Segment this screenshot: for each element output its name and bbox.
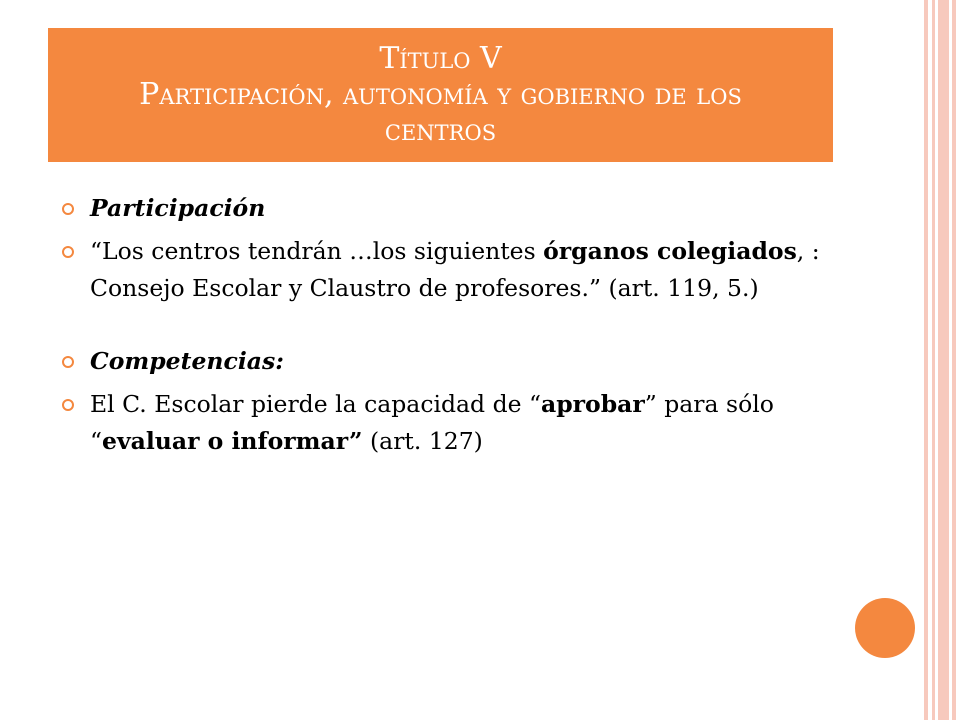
bullet-competencias <box>62 343 822 380</box>
bullet-text: ” para sólo “ <box>90 390 774 455</box>
bullet-bold-text: órganos colegiados <box>543 237 797 265</box>
bullet-text: Los centros tendrán …los siguientes <box>102 237 544 265</box>
bullet-list <box>62 190 822 466</box>
slide-title <box>48 28 833 162</box>
bullet-heading: Participación <box>90 194 266 222</box>
stripe <box>932 0 935 720</box>
bullet-circle-icon <box>62 246 74 258</box>
bullet-quote-open: “ <box>90 237 103 265</box>
bullet-text: El C. Escolar pierde la capacidad de “ <box>90 390 541 418</box>
stripe <box>924 0 928 720</box>
title-line-2: Participación, autonomía y gobierno de los centros <box>139 77 742 148</box>
decorative-stripes <box>922 0 960 720</box>
bullet-escolar <box>62 386 822 460</box>
bullet-bold-text: aprobar <box>541 390 645 418</box>
bullet-text: , : Consejo Escolar y Claustro de profesores.” (art. 119, 5.) <box>90 237 820 302</box>
bullet-circle-icon <box>62 203 74 215</box>
bullet-circle-icon <box>62 399 74 411</box>
bullet-text: (art. 127) <box>362 427 483 455</box>
title-line-1: Título V <box>379 41 502 76</box>
bullet-participacion <box>62 190 822 227</box>
decorative-circle <box>855 598 915 658</box>
bullet-heading: Competencias: <box>90 347 284 375</box>
bullet-circle-icon <box>62 356 74 368</box>
bullet-bold-text: evaluar o informar” <box>102 427 363 455</box>
stripe <box>952 0 956 720</box>
bullet-organos <box>62 233 822 307</box>
stripe <box>938 0 949 720</box>
